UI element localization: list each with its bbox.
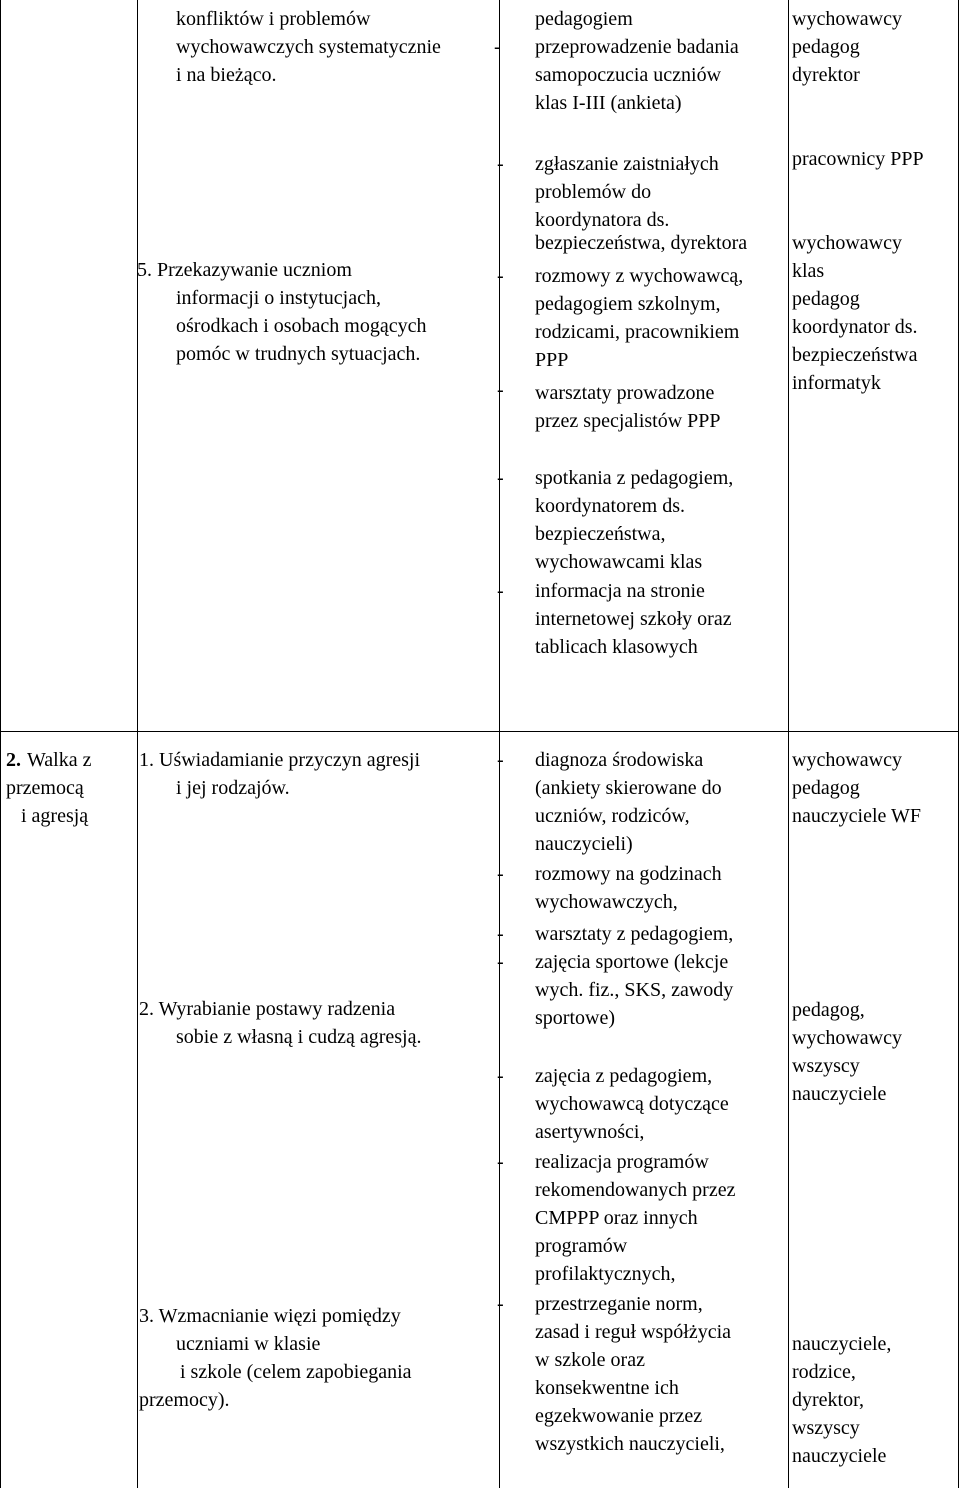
row5-col4b-line4: koordynator ds. — [792, 316, 918, 338]
task-3-line1: 3. Wzmacnianie więzi pomiędzy — [139, 1305, 401, 1327]
s2-col3d-line3: sportowe) — [535, 1007, 615, 1029]
task-1-line2: i jej rodzajów. — [176, 777, 290, 799]
row5-col4b-line1: wychowawcy — [792, 232, 902, 254]
bullet-dash: - — [497, 379, 504, 401]
s2-col3g-line1: przestrzeganie norm, — [535, 1293, 703, 1315]
s2-col4a-line2: pedagog — [792, 777, 860, 799]
bullet-dash: - — [497, 923, 504, 945]
s2-col3g-line5: egzekwowanie przez — [535, 1405, 703, 1427]
section2-title-line1: Walka z — [27, 749, 92, 771]
row5-col3d-line3: bezpieczeństwa, — [535, 523, 666, 545]
row5-col3a-line1: zgłaszanie zaistniałych — [535, 153, 719, 175]
row5-col3b-line4: PPP — [535, 349, 569, 371]
bullet-dash: - — [497, 1065, 504, 1087]
s2-col3g-line3: w szkole oraz — [535, 1349, 645, 1371]
row5-col3a-line4: bezpieczeństwa, dyrektora — [535, 232, 748, 254]
row5-col3e-line2: internetowej szkoły oraz — [535, 608, 732, 630]
row5-col2-line2: informacji o instytucjach, — [176, 287, 381, 309]
column-divider-1 — [137, 0, 138, 1488]
bullet-dash: - — [497, 153, 504, 175]
bullet-dash: - — [497, 1151, 504, 1173]
s2-col3e-line2: wychowawcą dotyczące — [535, 1093, 729, 1115]
bullet-dash: - — [497, 1293, 504, 1315]
column-divider-2 — [499, 0, 500, 1488]
row4-col3-line3: samopoczucia uczniów — [535, 64, 722, 86]
column-divider-3 — [788, 0, 789, 1488]
section2-number: 2. — [6, 749, 21, 771]
bullet-dash: - — [497, 749, 504, 771]
row4-col2-line2: wychowawczych systematycznie — [176, 36, 441, 58]
s2-col3f-line2: rekomendowanych przez — [535, 1179, 736, 1201]
row5-col4b-line5: bezpieczeństwa — [792, 344, 918, 366]
s2-col3f-line3: CMPPP oraz innych — [535, 1207, 698, 1229]
task-3-line3: i szkole (celem zapobiegania — [180, 1361, 412, 1383]
row4-col3-line4: klas I-III (ankieta) — [535, 92, 682, 114]
s2-col3d-line1: zajęcia sportowe (lekcje — [535, 951, 729, 973]
row4-col4-line2: pedagog — [792, 36, 860, 58]
row5-col3d-line2: koordynatorem ds. — [535, 495, 685, 517]
row5-col3d-line4: wychowawcami klas — [535, 551, 703, 573]
task-3-line2: uczniami w klasie — [176, 1333, 321, 1355]
s2-col3f-line1: realizacja programów — [535, 1151, 709, 1173]
section2-title-line3: i agresją — [21, 805, 89, 827]
s2-col4c-line4: wszyscy — [792, 1417, 860, 1439]
row5-col3e-line3: tablicach klasowych — [535, 636, 698, 658]
row5-col3a-line3: koordynatora ds. — [535, 209, 670, 231]
row4-col3-line2: przeprowadzenie badania — [535, 36, 739, 58]
task-1-line1: 1. Uświadamianie przyczyn agresji — [139, 749, 421, 771]
row5-col3b-line2: pedagogiem szkolnym, — [535, 293, 721, 315]
s2-col3d-line2: wych. fiz., SKS, zawody — [535, 979, 734, 1001]
s2-col3a-line3: uczniów, rodziców, — [535, 805, 690, 827]
s2-col4c-line3: dyrektor, — [792, 1389, 864, 1411]
s2-col3e-line1: zajęcia z pedagogiem, — [535, 1065, 713, 1087]
row5-col3b-line3: rodzicami, pracownikiem — [535, 321, 740, 343]
row5-col2-line3: ośrodkach i osobach mogących — [176, 315, 427, 337]
task-2-line1: 2. Wyrabianie postawy radzenia — [139, 998, 396, 1020]
s2-col3g-line4: konsekwentne ich — [535, 1377, 679, 1399]
row5-col2-line4: pomóc w trudnych sytuacjach. — [176, 343, 421, 365]
s2-col4a-line1: wychowawcy — [792, 749, 902, 771]
s2-col3f-line5: profilaktycznych, — [535, 1263, 676, 1285]
bullet-dash: - — [497, 951, 504, 973]
s2-col3a-line1: diagnoza środowiska — [535, 749, 704, 771]
bullet-dash: - — [497, 580, 504, 602]
row5-col3d-line1: spotkania z pedagogiem, — [535, 467, 734, 489]
row4-col4-line3: dyrektor — [792, 64, 860, 86]
row4-col2-line1: konfliktów i problemów — [176, 8, 371, 30]
task-2-line2: sobie z własną i cudzą agresją. — [176, 1026, 422, 1048]
row4-col4-line1: wychowawcy — [792, 8, 902, 30]
row5-col4a-line1: pracownicy PPP — [792, 148, 924, 170]
s2-col3g-line6: wszystkich nauczycieli, — [535, 1433, 725, 1455]
row4-col2-line3: i na bieżąco. — [176, 64, 277, 86]
s2-col3a-line4: nauczycieli) — [535, 833, 633, 855]
s2-col3b-line1: rozmowy na godzinach — [535, 863, 722, 885]
row5-col2-line1: 5. Przekazywanie uczniom — [137, 259, 352, 281]
bullet-dash: - — [497, 467, 504, 489]
s2-col3f-line4: programów — [535, 1235, 628, 1257]
s2-col4a-line3: nauczyciele WF — [792, 805, 922, 827]
s2-col3a-line2: (ankiety skierowane do — [535, 777, 722, 799]
row5-col3e-line1: informacja na stronie — [535, 580, 705, 602]
s2-col3c-line1: warsztaty z pedagogiem, — [535, 923, 734, 945]
s2-col4b-line2: wychowawcy — [792, 1027, 902, 1049]
s2-col4b-line1: pedagog, — [792, 999, 865, 1021]
row5-col4b-line3: pedagog — [792, 288, 860, 310]
s2-col4c-line5: nauczyciele — [792, 1445, 887, 1467]
row-divider — [0, 731, 959, 732]
s2-col4b-line3: wszyscy — [792, 1055, 860, 1077]
s2-col3g-line2: zasad i reguł współżycia — [535, 1321, 732, 1343]
row5-col3a-line2: problemów do — [535, 181, 652, 203]
row5-col3b-line1: rozmowy z wychowawcą, — [535, 265, 744, 287]
row5-col4b-line6: informatyk — [792, 372, 881, 394]
bullet-dash: - — [497, 265, 504, 287]
table-border-right — [958, 0, 959, 1488]
task-3-line4: przemocy). — [139, 1389, 230, 1411]
s2-col3b-line2: wychowawczych, — [535, 891, 678, 913]
s2-col4c-line2: rodzice, — [792, 1361, 856, 1383]
row4-col3-line1: pedagogiem — [535, 8, 633, 30]
row5-col4b-line2: klas — [792, 260, 825, 282]
table-border-left — [0, 0, 1, 1488]
section2-title-line2: przemocą — [6, 777, 84, 799]
s2-col4c-line1: nauczyciele, — [792, 1333, 892, 1355]
s2-col3e-line3: asertywności, — [535, 1121, 645, 1143]
row5-col3c-line2: przez specjalistów PPP — [535, 410, 721, 432]
row5-col3c-line1: warsztaty prowadzone — [535, 382, 715, 404]
bullet-dash: - — [497, 863, 504, 885]
bullet-dash: - — [494, 36, 501, 58]
s2-col4b-line4: nauczyciele — [792, 1083, 887, 1105]
